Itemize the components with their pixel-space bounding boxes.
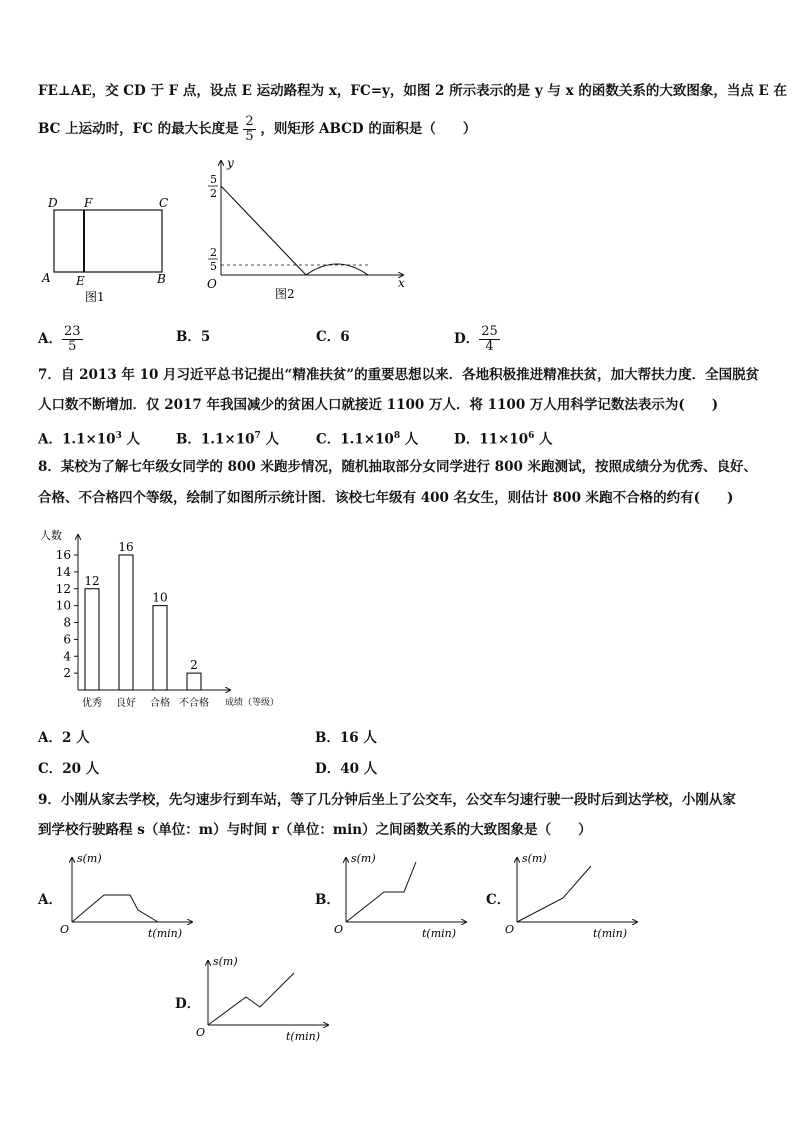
q6-a-den: 5	[62, 339, 83, 354]
q7-text-line2: 人口数不断增加．仅 2017 年我国减少的贫困人口就接近 1100 万人．将 1100 万人用科学记数法表示为( )	[38, 397, 719, 413]
label-d: D	[48, 196, 58, 210]
graph-c-origin: O	[505, 923, 515, 936]
x-axis-label: x	[398, 276, 405, 290]
q9-text-line1: 9．小刚从家去学校，先匀速步行到车站，等了几分钟后坐上了公交车，公交车匀速行驶一段时后到达学校，小刚从家	[38, 792, 736, 808]
q7-c-unit: 人	[400, 431, 419, 448]
bar-data-label: 10	[152, 590, 168, 605]
bar-3	[153, 606, 167, 690]
label-b: B	[157, 272, 166, 286]
fig2-caption: 图2	[275, 287, 295, 301]
q8-option-d[interactable]: D．40 人	[315, 761, 378, 777]
q6-option-c[interactable]: C．6	[316, 329, 350, 345]
q7-a-exp: 3	[115, 431, 122, 441]
y-tick-label: 2	[63, 666, 71, 681]
q6-option-a-label: A．	[38, 331, 62, 347]
graph-a-s-label: s(m)	[77, 852, 102, 865]
y-tick-label: 10	[55, 598, 71, 613]
graph-a-t-label: t(min)	[148, 927, 183, 940]
q6-option-a-fraction	[62, 325, 83, 354]
bar-data-label: 16	[118, 540, 134, 554]
y-tick-label: 4	[63, 649, 71, 664]
q6-option-d-label: D．	[454, 331, 480, 347]
q9-option-b[interactable]: B．	[315, 892, 340, 908]
rectangle-abcd	[54, 210, 162, 272]
q6-frac-den: 5	[245, 129, 254, 144]
category-label: 优秀	[82, 698, 102, 709]
label-c: C	[159, 196, 169, 210]
q6-line2-post: ，则矩形 ABCD 的面积是（ ）	[260, 121, 477, 137]
q7-option-b[interactable]	[176, 426, 279, 450]
q6-figure2	[200, 155, 415, 305]
q6-option-d-fraction	[479, 325, 500, 354]
graph-line-segment	[221, 186, 306, 275]
graph-c-t-label: t(min)	[593, 927, 628, 940]
ytick-52-num: 5	[210, 173, 217, 186]
q7-option-c[interactable]	[316, 426, 418, 450]
q6-d-den: 4	[479, 339, 500, 354]
q6-figure1	[40, 190, 180, 305]
q6-option-d[interactable]	[454, 325, 500, 354]
graph-a-curve	[72, 895, 158, 922]
q6-frac-num: 2	[245, 114, 254, 129]
q7-c-exp: 8	[393, 431, 401, 441]
q7-a-unit: 人	[121, 431, 141, 448]
category-label: 不合格	[179, 698, 209, 709]
bar-data-label: 12	[84, 573, 100, 588]
graph-c-s-label: s(m)	[522, 852, 547, 865]
graph-d-origin: O	[196, 1026, 206, 1039]
q7-c-base: C．1.1×10	[316, 431, 394, 448]
fig1-caption: 图1	[85, 290, 105, 304]
q9-graph-d	[196, 955, 336, 1050]
q7-d-unit: 人	[534, 431, 553, 448]
q9-graph-a	[60, 852, 200, 942]
y-tick-label: 6	[63, 632, 71, 647]
ytick-52-den: 2	[210, 187, 217, 200]
label-f: F	[84, 196, 93, 210]
chart-bars	[82, 540, 209, 709]
q9-option-a[interactable]: A．	[38, 892, 62, 908]
q8-option-c[interactable]: C．20 人	[38, 761, 100, 777]
q7-b-unit: 人	[260, 431, 279, 448]
origin-label: O	[207, 277, 217, 291]
q8-option-a[interactable]: A．2 人	[38, 730, 90, 746]
graph-b-t-label: t(min)	[422, 927, 457, 940]
q6-option-a[interactable]	[38, 325, 83, 354]
y-tick-label: 8	[63, 615, 71, 630]
graph-d-curve	[208, 973, 294, 1025]
q7-d-exp: 6	[528, 431, 535, 441]
category-label: 良好	[116, 698, 136, 709]
ytick-25-den: 5	[210, 260, 217, 273]
q6-line2-pre: BC 上运动时，FC 的最大长度是	[38, 121, 239, 137]
bar-2	[119, 555, 133, 690]
label-a: A	[42, 271, 51, 285]
q6-option-b[interactable]: B．5	[176, 329, 211, 345]
q8-text-line1: 8．某校为了解七年级女同学的 800 米跑步情况，随机抽取部分女同学进行 800 米跑测试，按照成绩分为优秀、良好、	[38, 459, 758, 475]
graph-d-s-label: s(m)	[213, 955, 238, 968]
ytick-25-num: 2	[210, 246, 217, 259]
graph-arc	[306, 264, 368, 275]
y-tick-label: 14	[55, 564, 71, 579]
q7-option-d[interactable]	[454, 426, 553, 450]
y-tick-label: 16	[55, 548, 71, 562]
q6-text-line2	[38, 115, 476, 144]
graph-b-s-label: s(m)	[351, 852, 376, 865]
q7-a-base: A．1.1×10	[38, 431, 116, 448]
q7-b-base: B．1.1×10	[176, 431, 255, 448]
bar-data-label: 2	[190, 658, 198, 673]
q8-text-line2: 合格、不合格四个等级，绘制了如图所示统计图．该校七年级有 400 名女生，则估计 800 米跑不合格的约有( )	[38, 490, 734, 506]
y-axis-label: y	[227, 156, 234, 170]
q8-bar-chart	[30, 525, 300, 715]
graph-b-curve	[346, 862, 416, 922]
q9-graph-c	[505, 852, 645, 942]
chart-y-label: 人数	[40, 529, 62, 542]
q6-d-num: 25	[481, 324, 498, 339]
q9-text-line2: 到学校行驶路程 s（单位：m）与时间 r（单位：min）之间函数关系的大致图象是（ ）	[38, 822, 592, 838]
bar-4	[187, 673, 201, 690]
q6-text-line1: FE⊥AE，交 CD 于 F 点，设点 E 运动路程为 x，FC=y，如图 2 所示表示的是 y 与 x 的函数关系的大致图象，当点 E 在	[38, 83, 788, 99]
q7-d-base: D．11×10	[454, 431, 529, 448]
q7-text-line1: 7．自 2013 年 10 月习近平总书记提出“精准扶贫”的重要思想以来．各地积极推进精准扶贫，加大帮扶力度．全国脱贫	[38, 367, 760, 383]
graph-b-origin: O	[334, 923, 344, 936]
bar-1	[85, 589, 99, 690]
graph-d-t-label: t(min)	[286, 1030, 321, 1043]
graph-a-origin: O	[60, 923, 70, 936]
q7-option-a[interactable]	[38, 426, 140, 450]
q6-a-num: 23	[63, 324, 81, 339]
chart-x-label: 成绩（等级）	[225, 698, 280, 708]
label-e: E	[76, 274, 85, 288]
q7-b-exp: 7	[254, 431, 261, 441]
graph-c-curve	[517, 866, 591, 922]
y-tick-label: 12	[55, 581, 71, 596]
chart-y-ticks	[56, 548, 78, 680]
q9-option-d[interactable]: D．	[175, 996, 201, 1012]
q9-graph-b	[334, 852, 474, 942]
category-label: 合格	[150, 698, 170, 709]
q8-option-b[interactable]: B．16 人	[315, 730, 377, 746]
q9-option-c[interactable]: C．	[486, 892, 511, 908]
q6-max-fraction	[243, 115, 255, 144]
